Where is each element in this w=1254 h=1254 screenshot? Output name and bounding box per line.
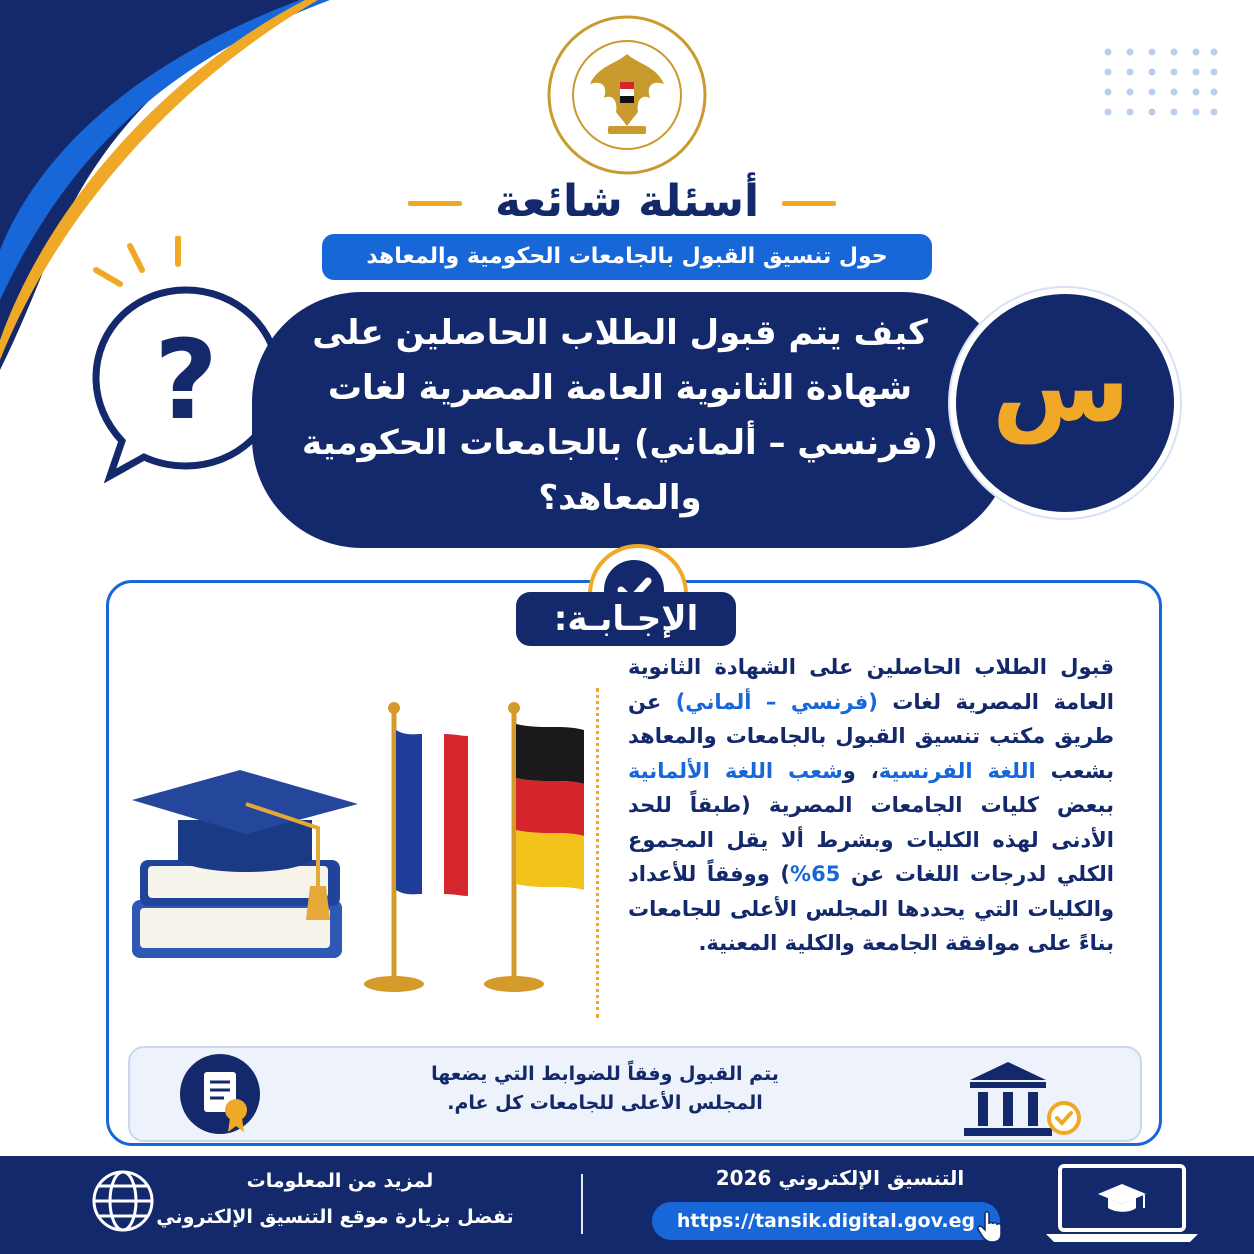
graduation-flags-illustration	[122, 700, 592, 1000]
tansik-title: التنسيق الإلكتروني 2026	[715, 1166, 965, 1190]
answer-languages: (فرنسي – ألماني)	[675, 689, 878, 714]
answer-german-section: شعب اللغة الألمانية	[628, 758, 843, 783]
certificate-icon	[178, 1052, 262, 1136]
question-text: كيف يتم قبول الطلاب الحاصلين على شهادة الثانوية العامة المصرية لغات (فرنسي – ألماني) بالجامعات الحكومية والمعاهد؟	[301, 313, 939, 518]
answer-part5: ) ووفقاً للأعداد والكليات التي يحددها المجلس الأعلى للجامعات بناءً على موافقة الجامعة والكلية المعنية.	[628, 862, 1114, 955]
laptop-graduation-icon	[1040, 1160, 1210, 1246]
tansik-url-link[interactable]: https://tansik.digital.gov.eg	[652, 1202, 1000, 1240]
answer-french-section: اللغة الفرنسية	[878, 758, 1036, 783]
footer-divider	[581, 1174, 583, 1234]
visit-site-label: تفضل بزيارة موقع التنسيق الإلكتروني	[156, 1206, 514, 1228]
question-marker: س	[992, 327, 1130, 444]
more-info-label: لمزيد من المعلومات	[246, 1170, 434, 1192]
page-title: أسئلة شائعة	[494, 176, 760, 227]
dotted-divider	[596, 688, 599, 1018]
answer-text	[628, 650, 1114, 1040]
note-text: يتم القبول وفقاً للضوابط التي يضعها المجلس الأعلى للجامعات كل عام.	[431, 1063, 779, 1114]
page-subtitle: حول تنسيق القبول بالجامعات الحكومية والمعاهد	[322, 234, 932, 280]
dot-grid-decoration	[1100, 44, 1220, 124]
answer-intro: قبول الطلاب الحاصلين على الشهادة الثانوية العامة المصرية لغات	[628, 655, 1114, 714]
hand-cursor-icon	[975, 1210, 1005, 1244]
institution-icon	[958, 1058, 1088, 1138]
answer-part2: عن طريق مكتب تنسيق القبول بالجامعات والمعاهد بشعب	[628, 689, 1114, 783]
answer-part3: ، و	[842, 758, 879, 783]
answer-part4: ببعض كليات الجامعات المصرية (طبقاً للحد الأدنى لهذه الكليات وبشرط ألا يقل المجموع الكلي لدرجات اللغات عن	[628, 793, 1115, 886]
globe-icon	[90, 1168, 156, 1234]
svg-text:?: ?	[154, 316, 218, 444]
answer-label: الإجـابـة:	[516, 592, 736, 646]
answer-percent: 65%	[790, 862, 841, 886]
ministry-logo	[546, 14, 708, 176]
